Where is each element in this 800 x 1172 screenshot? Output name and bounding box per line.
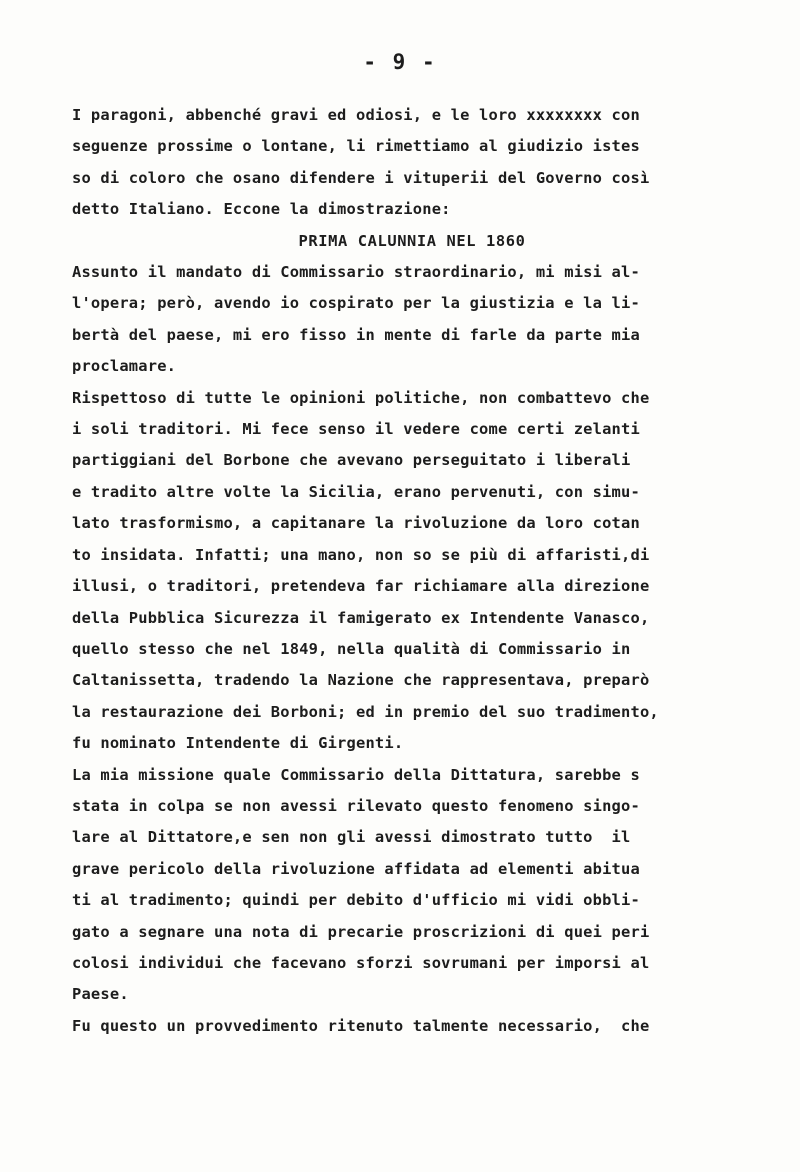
text-line: bertà del paese, mi ero fisso in mente di farle da parte mia	[72, 325, 640, 344]
text-line: Paese.	[72, 985, 129, 1004]
text-line: illusi, o traditori, pretendeva far richiamare alla direzione	[72, 577, 650, 596]
text-line: della Pubblica Sicurezza il famigerato ex Intendente Vanasco,	[72, 608, 650, 627]
text-line: detto Italiano. Eccone la dimostrazione:	[72, 200, 451, 219]
text-line: Caltanissetta, tradendo la Nazione che rappresentava, preparò	[72, 671, 650, 690]
section-heading: PRIMA CALUNNIA NEL 1860	[298, 231, 526, 250]
text-line: colosi individui che facevano sforzi sovrumani per imporsi al	[72, 953, 650, 972]
text-line: I paragoni, abbenché gravi ed odiosi, e le loro xxxxxxxx con	[72, 106, 640, 124]
text-line: to insidata. Infatti; una mano, non so se più di affaristi,di	[72, 545, 650, 564]
text-line: Rispettoso di tutte le opinioni politiche, non combattevo che	[72, 388, 650, 407]
text-line: so di coloro che osano difendere i vituperii del Governo così	[72, 168, 650, 187]
text-line: l'opera; però, avendo io cospirato per la giustizia e la li-	[72, 294, 640, 313]
text-line: fu nominato Intendente di Girgenti.	[72, 734, 404, 753]
page-number: - 9 -	[363, 50, 437, 74]
text-line: seguenze prossime o lontane, li rimettiamo al giudizio istes	[72, 137, 640, 156]
text-line: proclamare.	[72, 357, 177, 376]
body-text	[72, 100, 752, 1042]
text-line: e tradito altre volte la Sicilia, erano pervenuti, con simu-	[72, 482, 640, 501]
text-line: Fu questo un provvedimento ritenuto talmente necessario, che	[72, 1016, 650, 1035]
text-line: stata in colpa se non avessi rilevato questo fenomeno singo-	[72, 796, 640, 815]
text-line: lare al Dittatore,e sen non gli avessi dimostrato tutto il	[72, 828, 631, 847]
text-line: partiggiani del Borbone che avevano perseguitato i liberali	[72, 451, 631, 470]
text-line: i soli traditori. Mi fece senso il vedere come certi zelanti	[72, 420, 640, 439]
text-line: gato a segnare una nota di precarie proscrizioni di quei peri	[72, 922, 650, 941]
text-line: grave pericolo della rivoluzione affidata ad elementi abitua	[72, 859, 640, 878]
text-line: Assunto il mandato di Commissario straordinario, mi misi al-	[72, 263, 640, 282]
text-line: la restaurazione dei Borboni; ed in premio del suo tradimento,	[72, 702, 659, 721]
text-line: quello stesso che nel 1849, nella qualità di Commissario in	[72, 639, 631, 658]
text-line: ti al tradimento; quindi per debito d'ufficio mi vidi obbli-	[72, 891, 640, 910]
text-line: La mia missione quale Commissario della Dittatura, sarebbe s	[72, 765, 640, 784]
text-line: lato trasformismo, a capitanare la rivoluzione da loro cotan	[72, 514, 640, 533]
